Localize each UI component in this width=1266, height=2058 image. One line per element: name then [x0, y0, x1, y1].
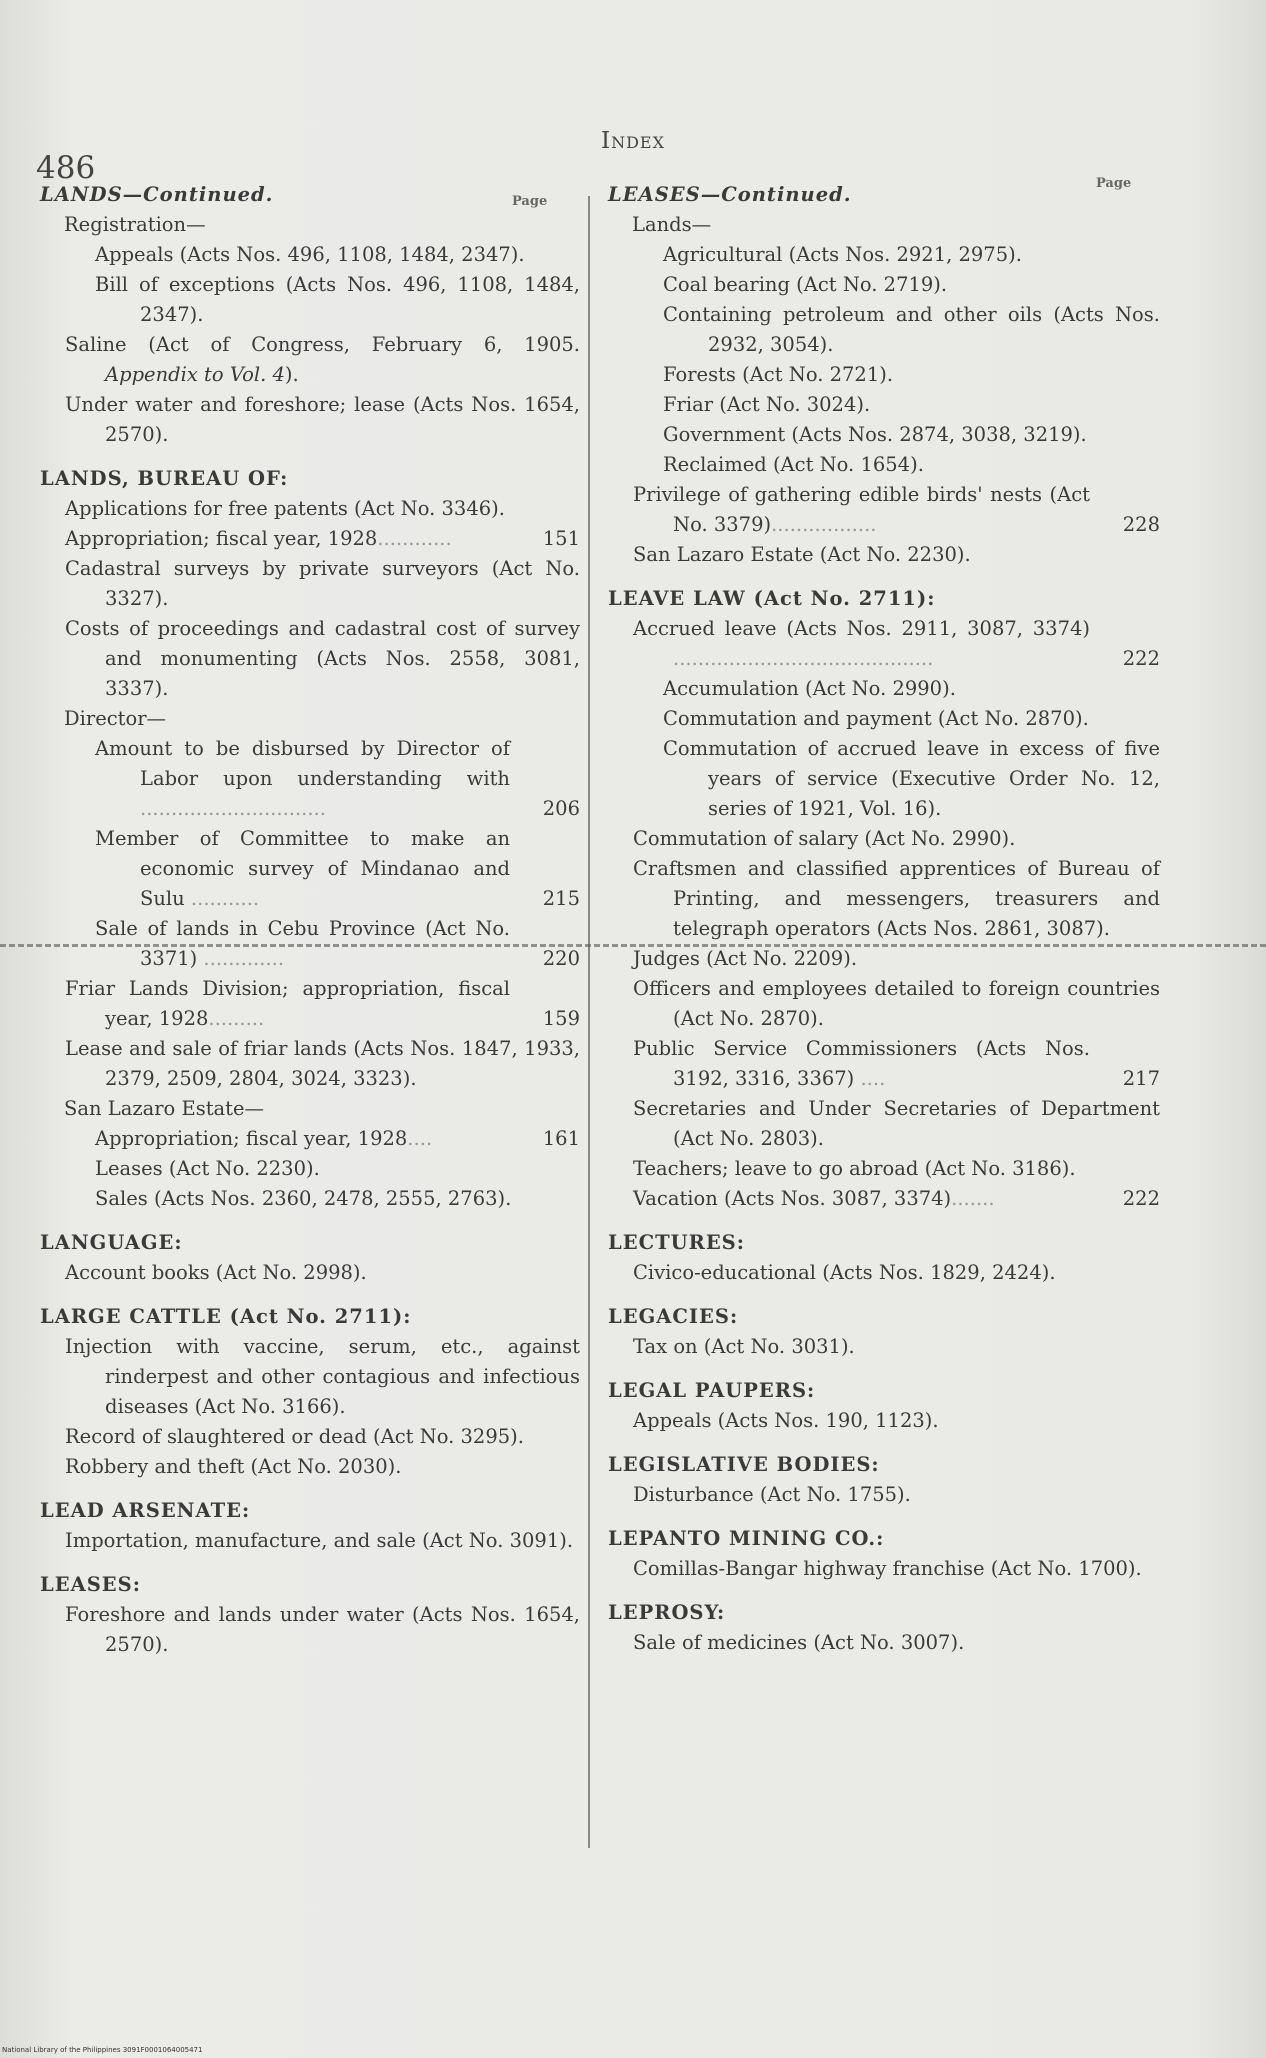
entry-heading: LARGE CATTLE (Act No. 2711): [40, 1305, 412, 1328]
subentry: Appropriation; fiscal year, 1928............ 151 [65, 527, 580, 550]
subentry: Privilege of gathering edible birds' nests (Act No. 3379)................. 228 [633, 483, 1160, 536]
subentry: Commutation and payment (Act No. 2870). [663, 707, 1089, 730]
subentry: Costs of proceedings and cadastral cost of survey and monumenting (Acts Nos. 2558, 3081, 3337). [65, 617, 580, 700]
subentry: Sale of lands in Cebu Province (Act No. 3371) ............. 220 [95, 917, 580, 970]
subentry: Friar (Act No. 3024). [663, 393, 871, 416]
left-page-column-label: Page [512, 194, 548, 209]
subentry: Sale of medicines (Act No. 3007). [633, 1631, 965, 1654]
subentry: Commutation of salary (Act No. 2990). [633, 827, 1016, 850]
subentry: Applications for free patents (Act No. 3346). [65, 497, 505, 520]
subentry: Appeals (Acts Nos. 496, 1108, 1484, 2347). [95, 243, 525, 266]
subentry: Craftsmen and classified apprentices of Bureau of Printing, and messengers, treasurers and telegraph operators (Acts Nos. 2861, 3087). [633, 857, 1160, 940]
subentry: Accumulation (Act No. 2990). [663, 677, 956, 700]
subentry: Lands— [632, 213, 712, 236]
subentry: Importation, manufacture, and sale (Act No. 3091). [65, 1529, 574, 1552]
subentry: Tax on (Act No. 3031). [633, 1335, 855, 1358]
subentry: Commutation of accrued leave in excess of five years of service (Executive Order No. 12, series of 1921, Vol. 16). [663, 737, 1160, 820]
subentry: Leases (Act No. 2230). [95, 1157, 320, 1180]
subentry: Lease and sale of friar lands (Acts Nos. 1847, 1933, 2379, 2509, 2804, 3024, 3323). [65, 1037, 580, 1090]
subentry: Account books (Act No. 2998). [65, 1261, 367, 1284]
subentry: Teachers; leave to go abroad (Act No. 3186). [633, 1157, 1076, 1180]
subentry: Record of slaughtered or dead (Act No. 3295). [65, 1425, 524, 1448]
page-number: 486 [36, 150, 96, 186]
entry-heading: LEAD ARSENATE: [40, 1499, 251, 1522]
subentry: Judges (Act No. 2209). [633, 947, 858, 970]
subentry: San Lazaro Estate (Act No. 2230). [633, 543, 971, 566]
subentry: Secretaries and Under Secretaries of Department (Act No. 2803). [633, 1097, 1160, 1150]
subentry: Under water and foreshore; lease (Acts Nos. 1654, 2570). [65, 393, 580, 446]
entry-heading: LEPANTO MINING CO.: [608, 1527, 885, 1550]
subentry: Agricultural (Acts Nos. 2921, 2975). [663, 243, 1022, 266]
subentry: Coal bearing (Act No. 2719). [663, 273, 948, 296]
subentry: Robbery and theft (Act No. 2030). [65, 1455, 402, 1478]
subentry: Foreshore and lands under water (Acts Nos. 1654, 2570). [65, 1603, 580, 1656]
right-page-column-label: Page [1096, 176, 1132, 191]
entry-heading: LEASES—Continued. [608, 183, 852, 206]
subentry: Disturbance (Act No. 1755). [633, 1483, 911, 1506]
page-title: Index [601, 128, 665, 154]
subentry: San Lazaro Estate— [64, 1097, 265, 1120]
right-column [608, 180, 1160, 1658]
subentry: Containing petroleum and other oils (Acts Nos. 2932, 3054). [663, 303, 1160, 356]
subentry: Reclaimed (Act No. 1654). [663, 453, 924, 476]
subentry: Vacation (Acts Nos. 3087, 3374)....... 222 [633, 1187, 1160, 1210]
subentry: Appeals (Acts Nos. 190, 1123). [633, 1409, 939, 1432]
subentry: Public Service Commissioners (Acts Nos. 3192, 3316, 3367) .... 217 [633, 1037, 1160, 1090]
subentry: Accrued leave (Acts Nos. 2911, 3087, 3374) .......................................... 222 [633, 617, 1160, 670]
left-column [40, 180, 580, 1660]
subentry: Director— [64, 707, 167, 730]
subentry: Comillas-Bangar highway franchise (Act No. 1700). [633, 1557, 1142, 1580]
subentry: Injection with vaccine, serum, etc., against rinderpest and other contagious and infectious diseases (Act No. 3166). [65, 1335, 580, 1418]
entry-heading: LEASES: [40, 1573, 141, 1596]
footer-credit: National Library of the Philippines 3091F0001064005471 [2, 2046, 203, 2054]
entry-heading: LEGACIES: [608, 1305, 739, 1328]
subentry: Friar Lands Division; appropriation, fiscal year, 1928......... 159 [65, 977, 580, 1030]
entry-heading: LANGUAGE: [40, 1231, 183, 1254]
entry-heading: LEGAL PAUPERS: [608, 1379, 816, 1402]
subentry: Bill of exceptions (Acts Nos. 496, 1108, 1484, 2347). [95, 273, 580, 326]
subentry: Sales (Acts Nos. 2360, 2478, 2555, 2763). [95, 1187, 512, 1210]
subentry: Amount to be disbursed by Director of Labor upon understanding with .............................. 206 [95, 737, 580, 820]
subentry: Officers and employees detailed to foreign countries (Act No. 2870). [633, 977, 1160, 1030]
subentry: Civico-educational (Acts Nos. 1829, 2424). [633, 1261, 1056, 1284]
entry-heading: LEPROSY: [608, 1601, 726, 1624]
entry-heading: LEGISLATIVE BODIES: [608, 1453, 880, 1476]
subentry: Registration— [64, 213, 206, 236]
entry-heading: LECTURES: [608, 1231, 745, 1254]
subentry: Saline (Act of Congress, February 6, 1905. Appendix to Vol. 4). [65, 333, 580, 386]
subentry: Government (Acts Nos. 2874, 3038, 3219). [663, 423, 1087, 446]
entry-heading: LANDS—Continued. [40, 183, 274, 206]
subentry: Forests (Act No. 2721). [663, 363, 894, 386]
entry-heading: LANDS, BUREAU OF: [40, 467, 289, 490]
entry-heading: LEAVE LAW (Act No. 2711): [608, 587, 936, 610]
subentry: Member of Committee to make an economic survey of Mindanao and Sulu ........... 215 [95, 827, 580, 910]
column-divider [588, 196, 590, 1848]
subentry: Cadastral surveys by private surveyors (Act No. 3327). [65, 557, 580, 610]
subentry: Appropriation; fiscal year, 1928.... 161 [95, 1127, 580, 1150]
